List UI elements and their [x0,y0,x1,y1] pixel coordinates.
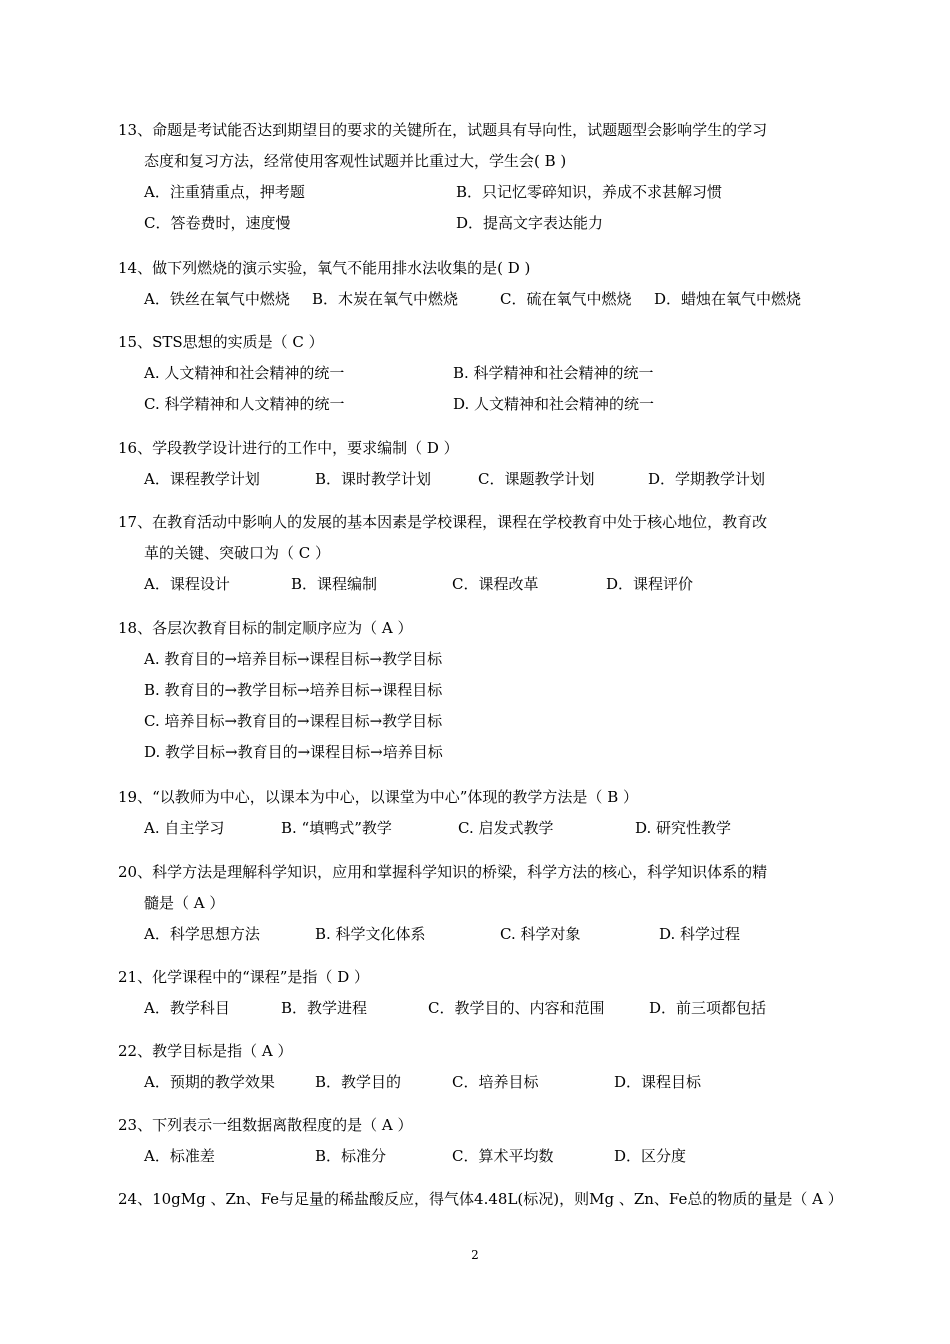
answer-option: D．学期教学计划 [648,470,766,488]
answer-option: B. 科学文化体系 [315,925,426,943]
option-row [118,737,848,768]
question-stem: 14、做下列燃烧的演示实验，氧气不能用排水法收集的是( D ) [118,259,531,277]
question-stem: 20、科学方法是理解科学知识，应用和掌握科学知识的桥梁，科学方法的核心，科学知识体系的精 [118,863,768,881]
option-row [118,208,848,239]
answer-option: B．只记忆零碎知识，养成不求甚解习惯 [456,183,723,201]
answer-option: D．区分度 [614,1147,687,1165]
answer-option: C．教学目的、内容和范围 [428,999,605,1017]
option-row [118,1141,848,1172]
answer-option: A．课程设计 [144,575,230,593]
option-row [118,919,848,950]
answer-option: A. 教育目的→培养目标→课程目标→教学目标 [144,650,443,668]
question-stem: 22、教学目标是指（ A ） [118,1042,293,1060]
option-row [118,464,848,495]
question-18 [118,613,848,768]
option-row [118,284,848,315]
page-number: 2 [471,1248,479,1262]
option-row [118,177,848,208]
question-21 [118,962,848,1024]
answer-option: C．课题教学计划 [478,470,595,488]
answer-option: A. 人文精神和社会精神的统一 [144,364,345,382]
answer-option: B．课时教学计划 [315,470,432,488]
question-14 [118,253,848,315]
question-stem-continued: 革的关键、突破口为（ C ） [144,544,331,562]
answer-option: C．算术平均数 [452,1147,554,1165]
option-row [118,706,848,737]
question-17 [118,507,848,600]
answer-option: D．前三项都包括 [649,999,767,1017]
option-row [118,675,848,706]
question-22 [118,1036,848,1098]
question-23 [118,1110,848,1172]
option-row [118,569,848,600]
answer-option: C．培养目标 [452,1073,539,1091]
question-15 [118,327,848,420]
question-13 [118,115,848,239]
option-row [118,644,848,675]
answer-option: D. 研究性教学 [635,819,732,837]
answer-option: A．课程教学计划 [144,470,260,488]
answer-option: C．课程改革 [452,575,539,593]
answer-option: D. 教学目标→教育目的→课程目标→培养目标 [144,743,443,761]
question-stem: 16、学段教学设计进行的工作中，要求编制（ D ） [118,439,459,457]
answer-option: B. “填鸭式”教学 [281,819,392,837]
answer-option: A．预期的教学效果 [144,1073,275,1091]
question-stem: 17、在教育活动中影响人的发展的基本因素是学校课程，课程在学校教育中处于核心地位，教育改 [118,513,768,531]
answer-option: D. 科学过程 [659,925,741,943]
question-20 [118,857,848,950]
option-row [118,389,848,420]
answer-option: D．蜡烛在氧气中燃烧 [654,290,802,308]
question-stem: 15、STS思想的实质是（ C ） [118,333,324,351]
question-stem: 23、下列表示一组数据离散程度的是（ A ） [118,1116,413,1134]
option-row [118,1067,848,1098]
answer-option: A．注重猜重点，押考题 [144,183,305,201]
answer-option: D．提高文字表达能力 [456,214,604,232]
question-stem: 24、10gMg 、Zn、Fe与足量的稀盐酸反应，得气体4.48L(标况)，则Mg 、Zn、Fe总的物质的量是（ A ） [118,1190,843,1208]
answer-option: C. 启发式教学 [458,819,554,837]
answer-option: A．铁丝在氧气中燃烧 [144,290,290,308]
answer-option: B．教学目的 [315,1073,402,1091]
question-24 [118,1184,848,1215]
question-stem: 19、“以教师为中心，以课本为中心，以课堂为中心”体现的教学方法是（ B ） [118,788,638,806]
answer-option: C. 科学精神和人文精神的统一 [144,395,345,413]
question-16 [118,433,848,495]
option-row [118,993,848,1024]
answer-option: B．课程编制 [291,575,378,593]
answer-option: D．课程评价 [606,575,694,593]
answer-option: B. 科学精神和社会精神的统一 [453,364,654,382]
answer-option: A. 自主学习 [144,819,225,837]
answer-option: A．标准差 [144,1147,215,1165]
answer-option: B. 教育目的→教学目标→培养目标→课程目标 [144,681,443,699]
answer-option: C. 培养目标→教育目的→课程目标→教学目标 [144,712,443,730]
question-stem: 21、化学课程中的“课程”是指（ D ） [118,968,369,986]
answer-option: A．教学科目 [144,999,230,1017]
answer-option: C．硫在氧气中燃烧 [500,290,632,308]
answer-option: B．教学进程 [281,999,368,1017]
question-stem: 13、命题是考试能否达到期望目的要求的关键所在，试题具有导向性，试题题型会影响学生的学习 [118,121,768,139]
answer-option: B．木炭在氧气中燃烧 [312,290,459,308]
question-stem-continued: 态度和复习方法，经常使用客观性试题并比重过大，学生会( B ) [144,152,567,170]
question-stem: 18、各层次教育目标的制定顺序应为（ A ） [118,619,413,637]
question-stem-continued: 髓是（ A ） [144,894,225,912]
answer-option: C．答卷费时，速度慢 [144,214,291,232]
answer-option: A．科学思想方法 [144,925,260,943]
answer-option: D. 人文精神和社会精神的统一 [453,395,655,413]
answer-option: D．课程目标 [614,1073,702,1091]
question-19 [118,782,848,844]
option-row [118,358,848,389]
answer-option: B．标准分 [315,1147,387,1165]
option-row [118,813,848,844]
answer-option: C. 科学对象 [500,925,581,943]
